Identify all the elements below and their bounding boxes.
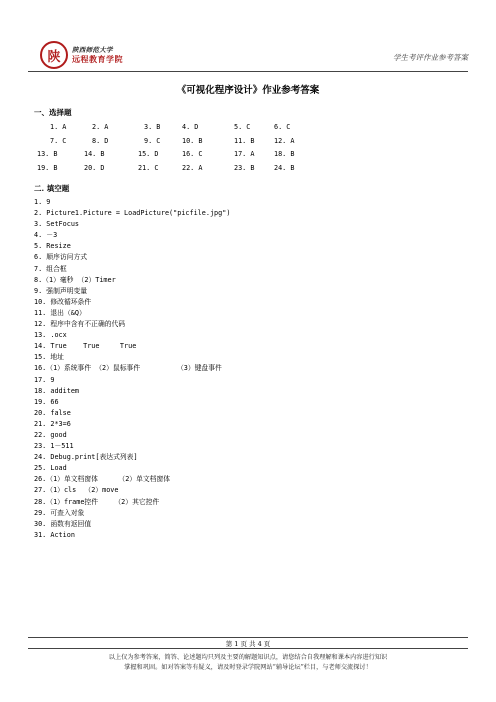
choice-answer: 22. A (182, 163, 203, 172)
page-title: 《可视化程序设计》作业参考答案 (176, 85, 320, 96)
section-heading-fill: 二. 填空题 (34, 184, 70, 193)
fill-answer: 13. .ocx (34, 331, 67, 340)
fill-answer: 12. 程序中含有不正确的代码 (34, 320, 126, 329)
choice-answer: 14. B (84, 150, 105, 158)
choice-answer: 1. A (50, 123, 67, 131)
choice-answer: 23. B (234, 163, 255, 172)
fill-answer: 4. －3 (34, 231, 58, 240)
fill-answer: 5. Resize (34, 242, 71, 251)
fill-answer: 29. 可查入对象 (34, 508, 85, 517)
section-heading-choice: 一、选择题 (34, 108, 72, 117)
footer-note: 以上仅为参考答案，简答、论述题均只列及主要的解题知识点，请您结合自我理解和课本内容进行知识 (108, 654, 388, 661)
choice-answer-grid (37, 123, 350, 177)
fill-answer: 6. 顺序访问方式 (34, 253, 88, 262)
fill-answer: 18. additem (34, 386, 80, 395)
choice-answer: 5. C (234, 123, 251, 131)
fill-answer: 3. SetFocus (34, 220, 80, 229)
fill-answer: 30. 函数有返回值 (34, 519, 92, 528)
fill-answer: 17. 9 (34, 375, 55, 384)
fill-answer-list (34, 197, 230, 541)
header-doc-type: 学生考评作业参考答案 (393, 53, 468, 62)
choice-answer: 9. C (144, 136, 161, 145)
choice-answer: 24. B (274, 163, 295, 172)
choice-row (37, 163, 350, 178)
header-divider (28, 71, 468, 72)
fill-answer: 21. 2*3=6 (34, 419, 71, 428)
choice-answer: 4. D (182, 123, 199, 131)
choice-row (50, 123, 350, 137)
page-header (28, 38, 468, 72)
fill-answer: 11. 退出（&Q） (34, 308, 86, 317)
choice-answer: 16. C (182, 150, 203, 158)
fill-answer: 31. Action (34, 530, 75, 539)
fill-answer: 22. good (34, 430, 67, 439)
fill-answer: 14. True True True (34, 342, 137, 351)
fill-answer: 23. 1－511 (34, 442, 74, 451)
choice-answer: 8. D (92, 136, 109, 145)
fill-answer: 20. false (34, 408, 71, 417)
fill-answer: 8.（1）毫秒 （2）Timer (34, 275, 116, 284)
footer-note: 掌握和巩固。如对答案等有疑义，请及时登录学院网站“辅导论坛”栏目，与老师交流探讨！ (124, 664, 372, 671)
choice-answer: 18. B (274, 150, 295, 158)
college-name: 远程教育学院 (72, 54, 123, 64)
choice-answer: 21. C (138, 163, 159, 172)
footer-divider (28, 648, 468, 649)
fill-answer: 2. Picture1.Picture = LoadPicture("picfile.jpg") (34, 209, 231, 218)
fill-answer: 27.（1）cls （2）move (34, 486, 119, 495)
footer-divider (28, 637, 468, 638)
fill-answer: 26.（1）单文档窗体 （2）单文档窗体 (34, 475, 171, 484)
fill-answer: 15. 地址 (34, 353, 64, 362)
school-name: 陕西师范大学 (72, 46, 113, 54)
choice-answer: 19. B (37, 163, 58, 172)
choice-answer: 10. B (182, 136, 203, 145)
fill-answer: 7. 组合框 (34, 264, 67, 273)
choice-answer: 12. A (274, 136, 295, 145)
fill-answer: 9. 强制声明变量 (34, 286, 88, 295)
choice-answer: 11. B (234, 136, 255, 145)
choice-answer: 15. D (138, 150, 159, 158)
fill-answer: 28.（1）frame控件 （2）其它控件 (34, 497, 160, 506)
fill-answer: 19. 66 (34, 397, 59, 406)
fill-answer: 10. 修改循环条件 (34, 297, 92, 306)
fill-answer: 24. Debug.print[表达式列表] (34, 453, 138, 462)
fill-answer: 25. Load (34, 464, 67, 473)
choice-answer: 3. B (144, 123, 161, 131)
fill-answer: 16.（1）系统事件 （2）鼠标事件 （3）键盘事件 (34, 364, 222, 373)
choice-answer: 20. D (84, 163, 105, 172)
choice-answer: 6. C (274, 123, 291, 131)
choice-row (37, 150, 350, 164)
fill-answer: 1. 9 (34, 198, 51, 206)
choice-row (50, 137, 350, 151)
choice-answer: 2. A (92, 123, 109, 131)
choice-answer: 7. C (50, 136, 67, 145)
choice-answer: 17. A (234, 150, 255, 158)
school-logo-icon: 陕 (40, 41, 68, 69)
choice-answer: 13. B (37, 150, 58, 158)
page-number: 第 1 页 共 4 页 (225, 640, 271, 648)
